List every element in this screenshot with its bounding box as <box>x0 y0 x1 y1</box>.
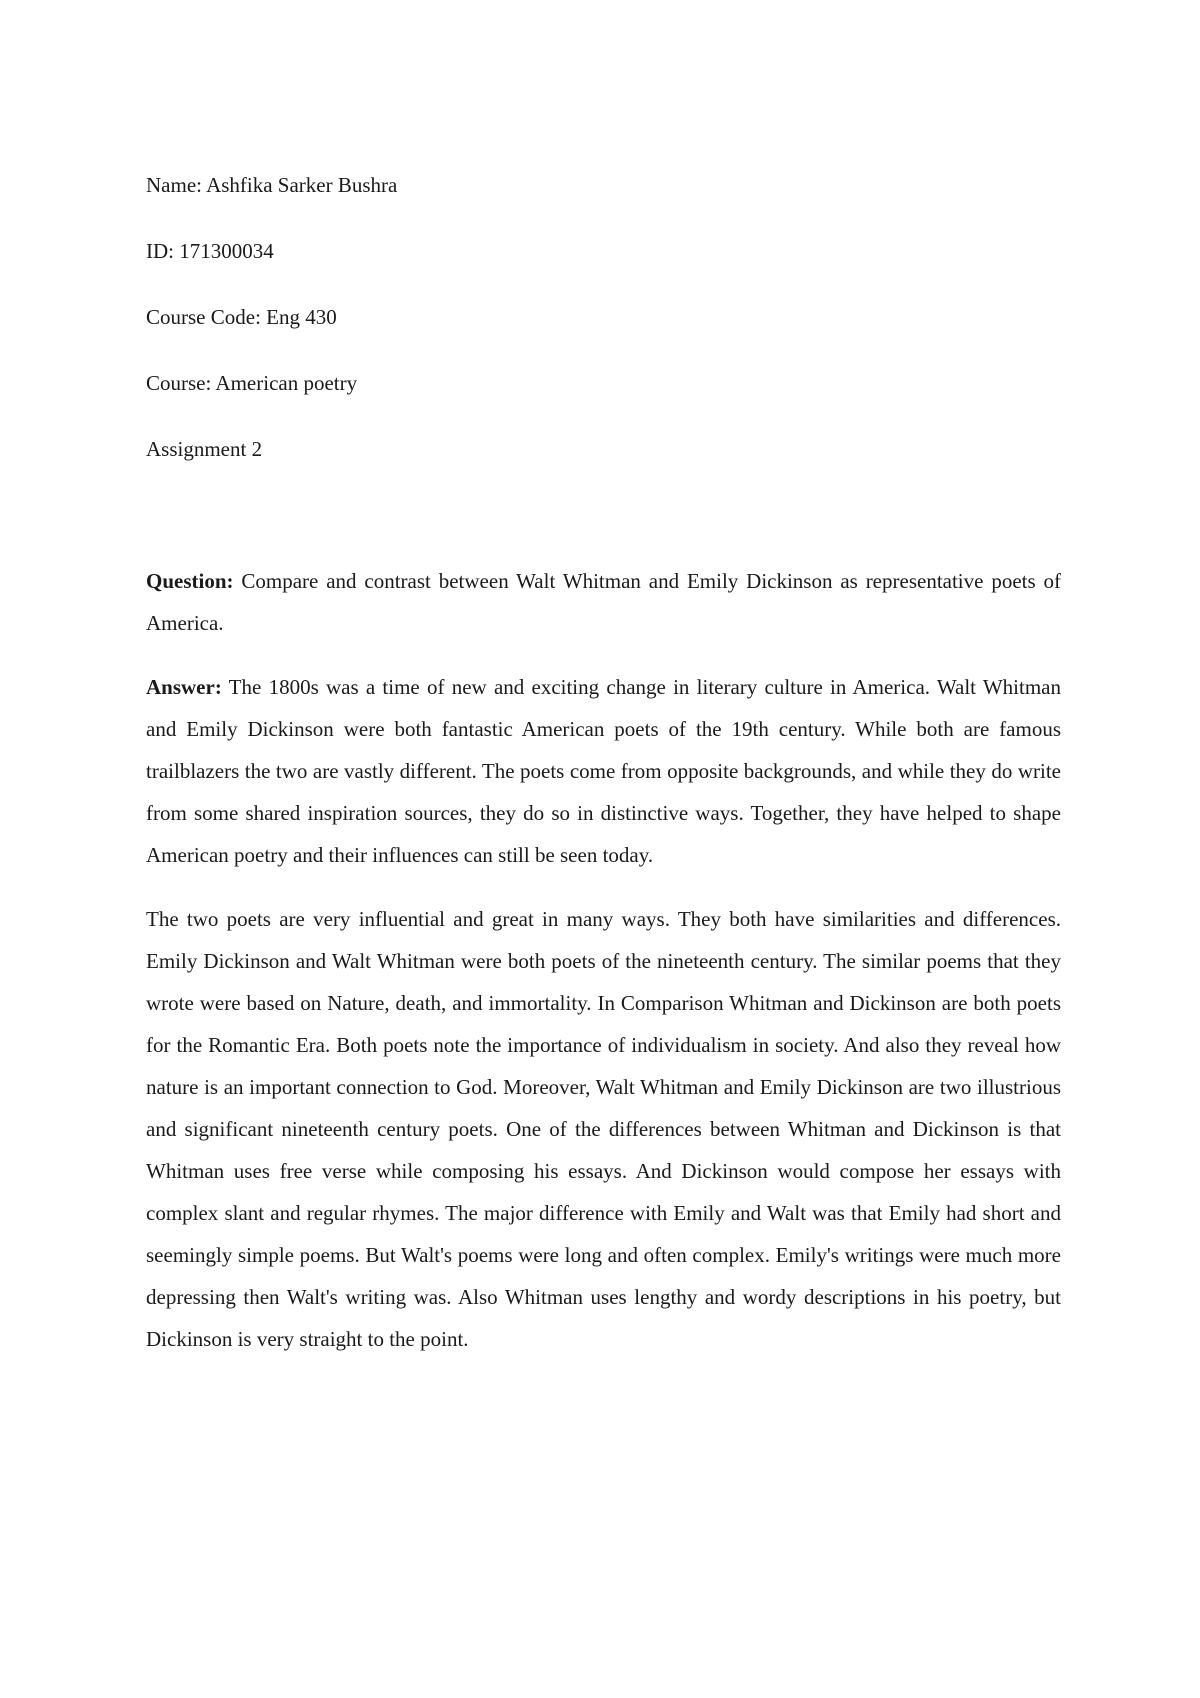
student-id: ID: 171300034 <box>146 239 274 263</box>
body-paragraph-2: The two poets are very influential and great in many ways. They both have similarities and differences. Emily Dickinson and Walt Whitman were both poets of the nineteenth century. The similar poems that they wrote were based on Nature, death, and immortality. In Comparison Whitman and Dickinson are both poets for the Romantic Era. Both poets note the importance of individualism in society. And also they reveal how nature is an important connection to God. Moreover, Walt Whitman and Emily Dickinson are two illustrious and significant nineteenth century poets. One of the differences between Whitman and Dickinson is that Whitman uses free verse while composing his essays. And Dickinson would compose her essays with complex slant and regular rhymes. The major difference with Emily and Walt was that Emily had short and seemingly simple poems. But Walt's poems were long and often complex. Emily's writings were much more depressing then Walt's writing was. Also Whitman uses lengthy and wordy descriptions in his poetry, but Dickinson is very straight to the point. <box>146 907 1061 1351</box>
header-block <box>146 164 1066 494</box>
course-title: Course: American poetry <box>146 371 358 395</box>
question-text: Compare and contrast between Walt Whitman and Emily Dickinson as representative poets of America. <box>146 569 1061 635</box>
assignment-number: Assignment 2 <box>146 437 263 461</box>
answer-text: The 1800s was a time of new and exciting change in literary culture in America. Walt Whitman and Emily Dickinson were both fantastic American poets of the 19th century. While both are famous trailblazers the two are vastly different. The poets come from opposite backgrounds, and while they do write from some shared inspiration sources, they do so in distinctive ways. Together, they have helped to shape American poetry and their influences can still be seen today. <box>146 675 1061 867</box>
document-body <box>146 560 1061 1382</box>
course-code: Course Code: Eng 430 <box>146 305 337 329</box>
answer-paragraph <box>146 666 1061 876</box>
question-paragraph <box>146 560 1061 644</box>
answer-label: Answer: <box>146 675 222 699</box>
student-name: Name: Ashfika Sarker Bushra <box>146 173 398 197</box>
question-label: Question: <box>146 569 234 593</box>
